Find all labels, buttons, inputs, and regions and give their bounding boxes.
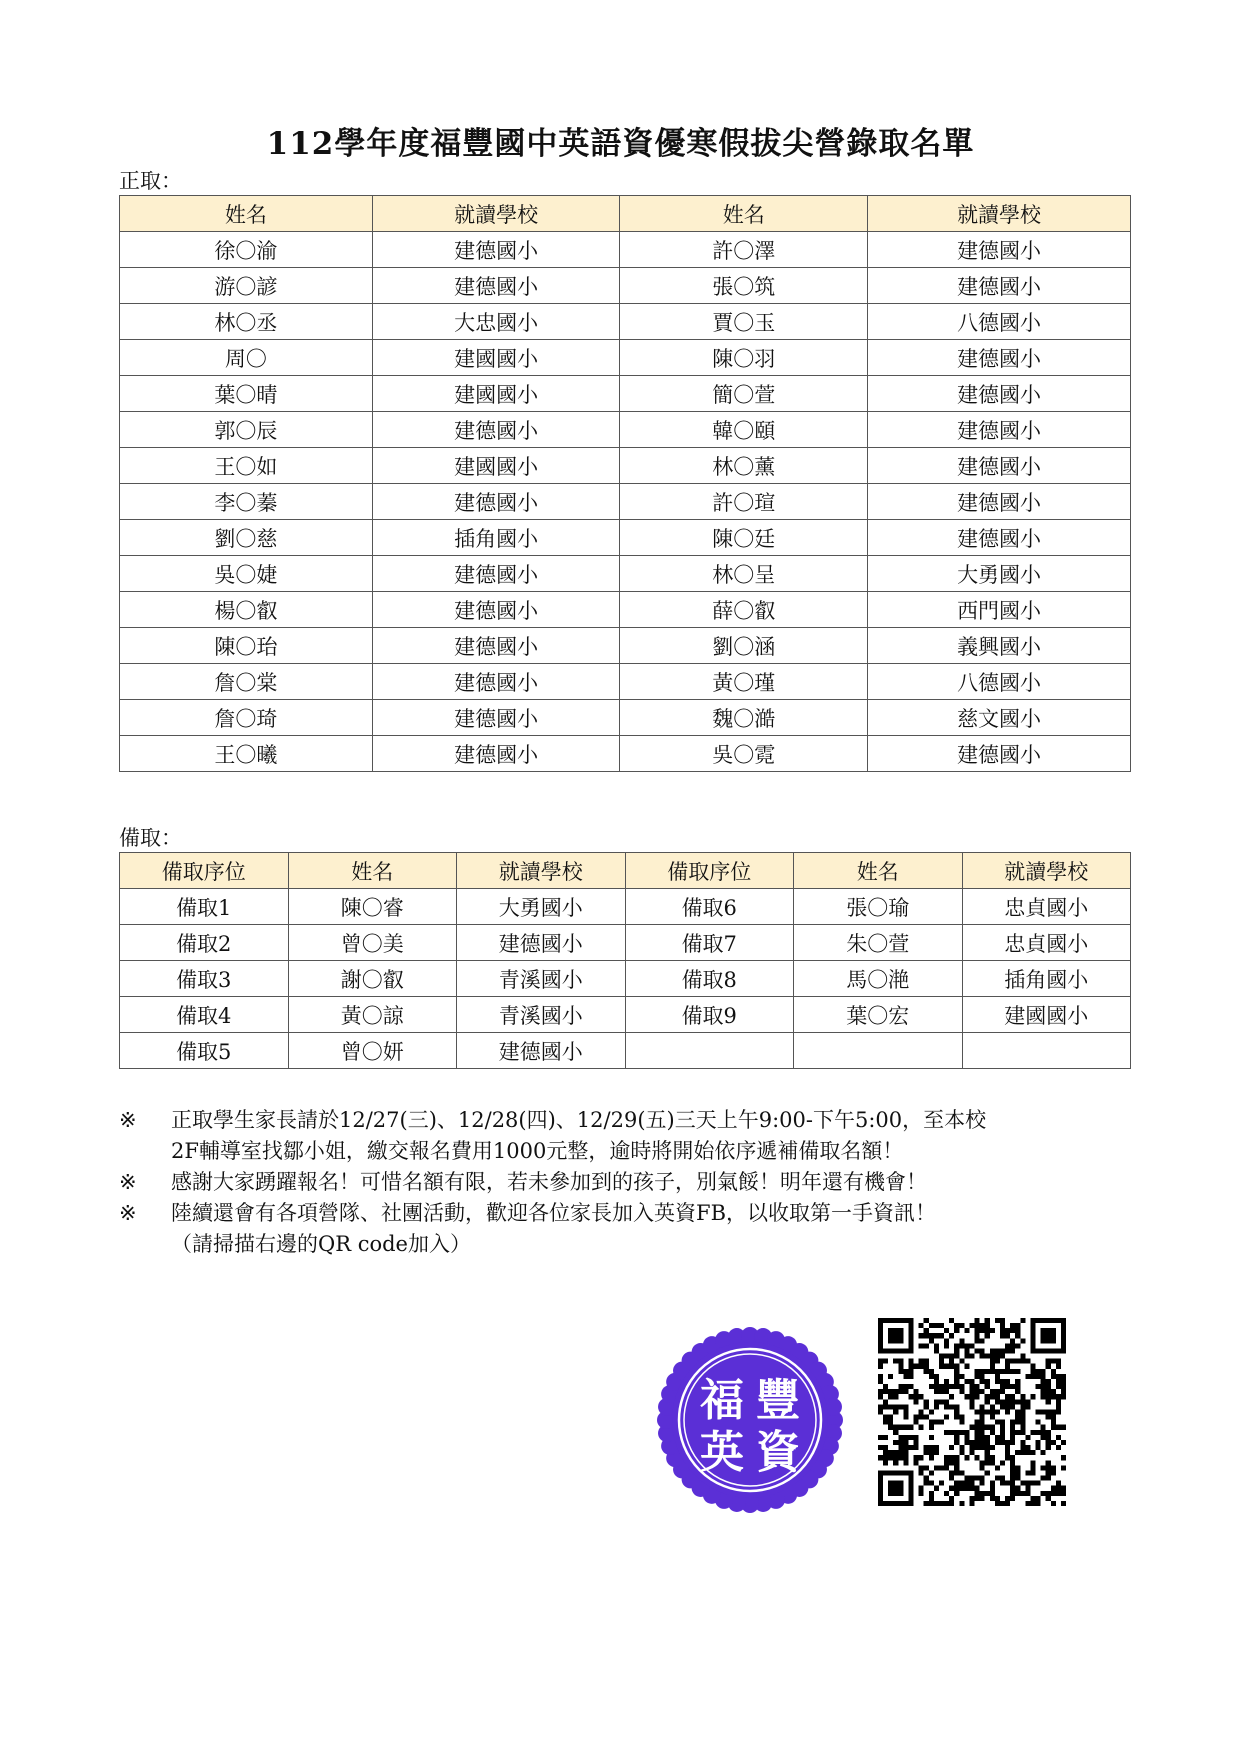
table-cell: 建德國小: [372, 736, 620, 772]
note-item: [119, 1105, 1139, 1167]
table-cell: 王〇曦: [120, 736, 373, 772]
table-cell: 青溪國小: [457, 997, 626, 1033]
table-cell: 建德國小: [372, 412, 620, 448]
table-cell: 建德國小: [868, 232, 1131, 268]
table-cell: 備取4: [120, 997, 289, 1033]
table-cell: 建德國小: [372, 628, 620, 664]
table-cell: 建德國小: [372, 700, 620, 736]
table-row: [120, 268, 1131, 304]
table-cell: 謝〇叡: [288, 961, 457, 997]
table-cell: 薛〇叡: [620, 592, 868, 628]
table-row: [120, 961, 1131, 997]
table-cell: 建國國小: [372, 340, 620, 376]
waitlist-table: [119, 852, 1131, 1069]
table-cell: [962, 1033, 1131, 1069]
table-cell: [625, 1033, 794, 1069]
table-cell: 八德國小: [868, 304, 1131, 340]
seal-char: 福: [700, 1375, 744, 1426]
table-cell: 建德國小: [372, 232, 620, 268]
table-cell: 建德國小: [868, 412, 1131, 448]
table-cell: 義興國小: [868, 628, 1131, 664]
table-row: [120, 340, 1131, 376]
table-cell: 建德國小: [457, 1033, 626, 1069]
table-cell: 林〇薰: [620, 448, 868, 484]
table-row: [120, 520, 1131, 556]
table-cell: 王〇如: [120, 448, 373, 484]
table-row: [120, 592, 1131, 628]
table-cell: 陳〇羽: [620, 340, 868, 376]
table-cell: 黃〇諒: [288, 997, 457, 1033]
note-mark: ※: [119, 1201, 137, 1225]
table-cell: 建國國小: [372, 376, 620, 412]
table-row: [120, 304, 1131, 340]
table-row: [120, 889, 1131, 925]
column-header: 就讀學校: [868, 196, 1131, 232]
table-row: [120, 484, 1131, 520]
column-header: 姓名: [120, 196, 373, 232]
table-cell: 林〇呈: [620, 556, 868, 592]
table-cell: 八德國小: [868, 664, 1131, 700]
table-cell: 建國國小: [962, 997, 1131, 1033]
table-cell: 劉〇慈: [120, 520, 373, 556]
table-cell: 朱〇萱: [794, 925, 963, 961]
seal-char: 豐: [756, 1375, 800, 1426]
note-text: 正取學生家長請於12/27(三)、12/28(四)、12/29(五)三天上午9:00-下午5:00，至本校 2F輔導室找鄒小姐，繳交報名費用1000元整，逾時將開始依序遞補備取名額！: [171, 1108, 987, 1163]
qr-instruction: （請掃描右邊的QR code加入）: [171, 1232, 471, 1256]
table-row: [120, 556, 1131, 592]
table-cell: 陳〇珆: [120, 628, 373, 664]
table-cell: 馬〇滟: [794, 961, 963, 997]
table-row: [120, 736, 1131, 772]
note-item: [119, 1167, 1139, 1198]
table-cell: 簡〇萱: [620, 376, 868, 412]
table-row: [120, 412, 1131, 448]
table-cell: 建德國小: [868, 484, 1131, 520]
note-mark: ※: [119, 1170, 137, 1194]
notes-section: [119, 1105, 1139, 1260]
table-cell: 大忠國小: [372, 304, 620, 340]
note-text: 陸續還會有各項營隊、社團活動，歡迎各位家長加入英資FB，以收取第一手資訊！: [171, 1201, 936, 1225]
table-cell: 備取8: [625, 961, 794, 997]
table-cell: 韓〇頤: [620, 412, 868, 448]
column-header: 就讀學校: [372, 196, 620, 232]
table-cell: 徐〇渝: [120, 232, 373, 268]
column-header: 姓名: [288, 853, 457, 889]
table-row: [120, 1033, 1131, 1069]
table-cell: 備取9: [625, 997, 794, 1033]
table-row: [120, 664, 1131, 700]
table-cell: 備取5: [120, 1033, 289, 1069]
table-cell: 西門國小: [868, 592, 1131, 628]
table-row: [120, 700, 1131, 736]
table-cell: 插角國小: [962, 961, 1131, 997]
page-title: 112學年度福豐國中英語資優寒假拔尖營錄取名單: [266, 126, 975, 162]
table-row: [120, 997, 1131, 1033]
note-text: 感謝大家踴躍報名！可惜名額有限，若未參加到的孩子，別氣餒！明年還有機會！: [171, 1170, 927, 1194]
table-row: [120, 232, 1131, 268]
seal-char: 英: [700, 1427, 744, 1478]
table-cell: 劉〇涵: [620, 628, 868, 664]
column-header: 姓名: [794, 853, 963, 889]
table-cell: 建德國小: [868, 268, 1131, 304]
table-cell: 建德國小: [372, 592, 620, 628]
table-cell: 許〇瑄: [620, 484, 868, 520]
table-cell: 林〇丞: [120, 304, 373, 340]
qr-code[interactable]: [878, 1318, 1066, 1506]
table-row: [120, 376, 1131, 412]
table-cell: 郭〇辰: [120, 412, 373, 448]
table-cell: 建德國小: [868, 448, 1131, 484]
table-cell: 張〇筑: [620, 268, 868, 304]
column-header: 就讀學校: [457, 853, 626, 889]
table-cell: 張〇瑜: [794, 889, 963, 925]
table-cell: 葉〇晴: [120, 376, 373, 412]
table-cell: 建德國小: [372, 268, 620, 304]
table-cell: 備取3: [120, 961, 289, 997]
column-header: 就讀學校: [962, 853, 1131, 889]
column-header: 備取序位: [625, 853, 794, 889]
seal-char: 資: [756, 1427, 800, 1478]
main-list-label: 正取：: [119, 169, 182, 193]
table-cell: 曾〇美: [288, 925, 457, 961]
table-cell: 陳〇廷: [620, 520, 868, 556]
table-cell: 許〇澤: [620, 232, 868, 268]
table-cell: 建德國小: [868, 520, 1131, 556]
table-cell: 建德國小: [372, 556, 620, 592]
table-cell: 忠貞國小: [962, 925, 1131, 961]
note-item: [119, 1198, 1139, 1229]
table-cell: 建國國小: [372, 448, 620, 484]
table-cell: 李〇蓁: [120, 484, 373, 520]
table-cell: 建德國小: [868, 340, 1131, 376]
table-cell: 詹〇棠: [120, 664, 373, 700]
table-cell: 備取6: [625, 889, 794, 925]
table-cell: 忠貞國小: [962, 889, 1131, 925]
table-cell: 建德國小: [372, 484, 620, 520]
table-cell: 游〇諺: [120, 268, 373, 304]
column-header: 姓名: [620, 196, 868, 232]
main-admission-table: [119, 195, 1131, 772]
table-cell: 陳〇睿: [288, 889, 457, 925]
club-seal-logo: [655, 1325, 845, 1515]
table-cell: 大勇國小: [868, 556, 1131, 592]
table-cell: 備取7: [625, 925, 794, 961]
table-row: [120, 448, 1131, 484]
table-cell: 楊〇叡: [120, 592, 373, 628]
table-cell: 吳〇霓: [620, 736, 868, 772]
table-cell: 魏〇澔: [620, 700, 868, 736]
waitlist-label: 備取：: [119, 826, 182, 850]
note-mark: ※: [119, 1108, 137, 1132]
table-cell: [794, 1033, 963, 1069]
column-header: 備取序位: [120, 853, 289, 889]
table-row: [120, 628, 1131, 664]
table-cell: 建德國小: [868, 736, 1131, 772]
table-cell: 青溪國小: [457, 961, 626, 997]
table-cell: 詹〇琦: [120, 700, 373, 736]
table-cell: 建德國小: [868, 376, 1131, 412]
table-cell: 大勇國小: [457, 889, 626, 925]
table-cell: 曾〇妍: [288, 1033, 457, 1069]
table-cell: 建德國小: [372, 664, 620, 700]
table-cell: 黃〇瑾: [620, 664, 868, 700]
table-cell: 周〇: [120, 340, 373, 376]
table-cell: 插角國小: [372, 520, 620, 556]
table-row: [120, 925, 1131, 961]
table-cell: 備取1: [120, 889, 289, 925]
table-cell: 葉〇宏: [794, 997, 963, 1033]
table-cell: 建德國小: [457, 925, 626, 961]
table-cell: 吳〇婕: [120, 556, 373, 592]
table-cell: 慈文國小: [868, 700, 1131, 736]
table-cell: 賈〇玉: [620, 304, 868, 340]
table-cell: 備取2: [120, 925, 289, 961]
